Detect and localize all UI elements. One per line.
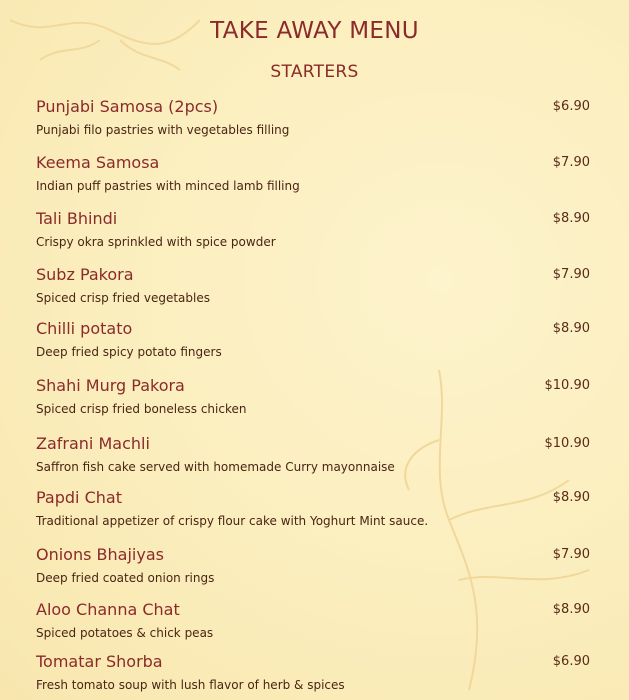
item-name: Subz Pakora: [36, 265, 134, 284]
menu-item: [36, 651, 592, 699]
menu-item: [36, 96, 592, 152]
item-price: $7.90: [552, 267, 590, 282]
item-description: Spiced crisp fried boneless chicken: [36, 402, 247, 416]
item-description: Saffron fish cake served with homemade Curry mayonnaise: [36, 460, 395, 474]
menu-item: [36, 433, 592, 487]
item-description: Spiced crisp fried vegetables: [36, 291, 210, 305]
item-description: Traditional appetizer of crispy flour cake with Yoghurt Mint sauce.: [36, 514, 429, 528]
item-description: Fresh tomato soup with lush flavor of herb & spices: [36, 678, 345, 692]
item-name: Shahi Murg Pakora: [36, 376, 185, 395]
section-heading-starters: STARTERS: [270, 62, 359, 82]
item-price: $10.90: [544, 378, 590, 393]
item-name: Papdi Chat: [36, 488, 122, 507]
menu-item: [36, 208, 592, 264]
item-description: Indian puff pastries with minced lamb filling: [36, 179, 300, 193]
item-price: $8.90: [552, 602, 590, 617]
item-price: $8.90: [552, 490, 590, 505]
item-price: $6.90: [552, 654, 590, 669]
item-price: $7.90: [552, 155, 590, 170]
menu-item: [36, 544, 592, 599]
item-price: $10.90: [544, 436, 590, 451]
item-name: Onions Bhajiyas: [36, 545, 164, 564]
item-price: $7.90: [552, 547, 590, 562]
menu-title: TAKE AWAY MENU: [210, 18, 419, 44]
menu-item: [36, 599, 592, 651]
item-name: Keema Samosa: [36, 153, 160, 172]
menu-item: [36, 264, 592, 318]
item-price: $8.90: [552, 321, 590, 336]
item-name: Aloo Channa Chat: [36, 600, 180, 619]
item-description: Deep fried coated onion rings: [36, 571, 215, 585]
item-name: Punjabi Samosa (2pcs): [36, 97, 219, 116]
item-price: $6.90: [552, 99, 590, 114]
item-price: $8.90: [552, 211, 590, 226]
menu-item: [36, 318, 592, 375]
item-name: Tali Bhindi: [36, 209, 118, 228]
menu-item: [36, 487, 592, 544]
floral-decoration-top-left: [0, 0, 240, 110]
item-description: Spiced potatoes & chick peas: [36, 626, 214, 640]
item-description: Deep fried spicy potato fingers: [36, 345, 222, 359]
item-description: Crispy okra sprinkled with spice powder: [36, 235, 276, 249]
item-name: Chilli potato: [36, 319, 133, 338]
item-name: Tomatar Shorba: [36, 652, 163, 671]
item-description: Punjabi filo pastries with vegetables filling: [36, 123, 290, 137]
menu-item: [36, 375, 592, 433]
menu-item: [36, 152, 592, 208]
item-name: Zafrani Machli: [36, 434, 150, 453]
starters-list: [36, 96, 592, 699]
